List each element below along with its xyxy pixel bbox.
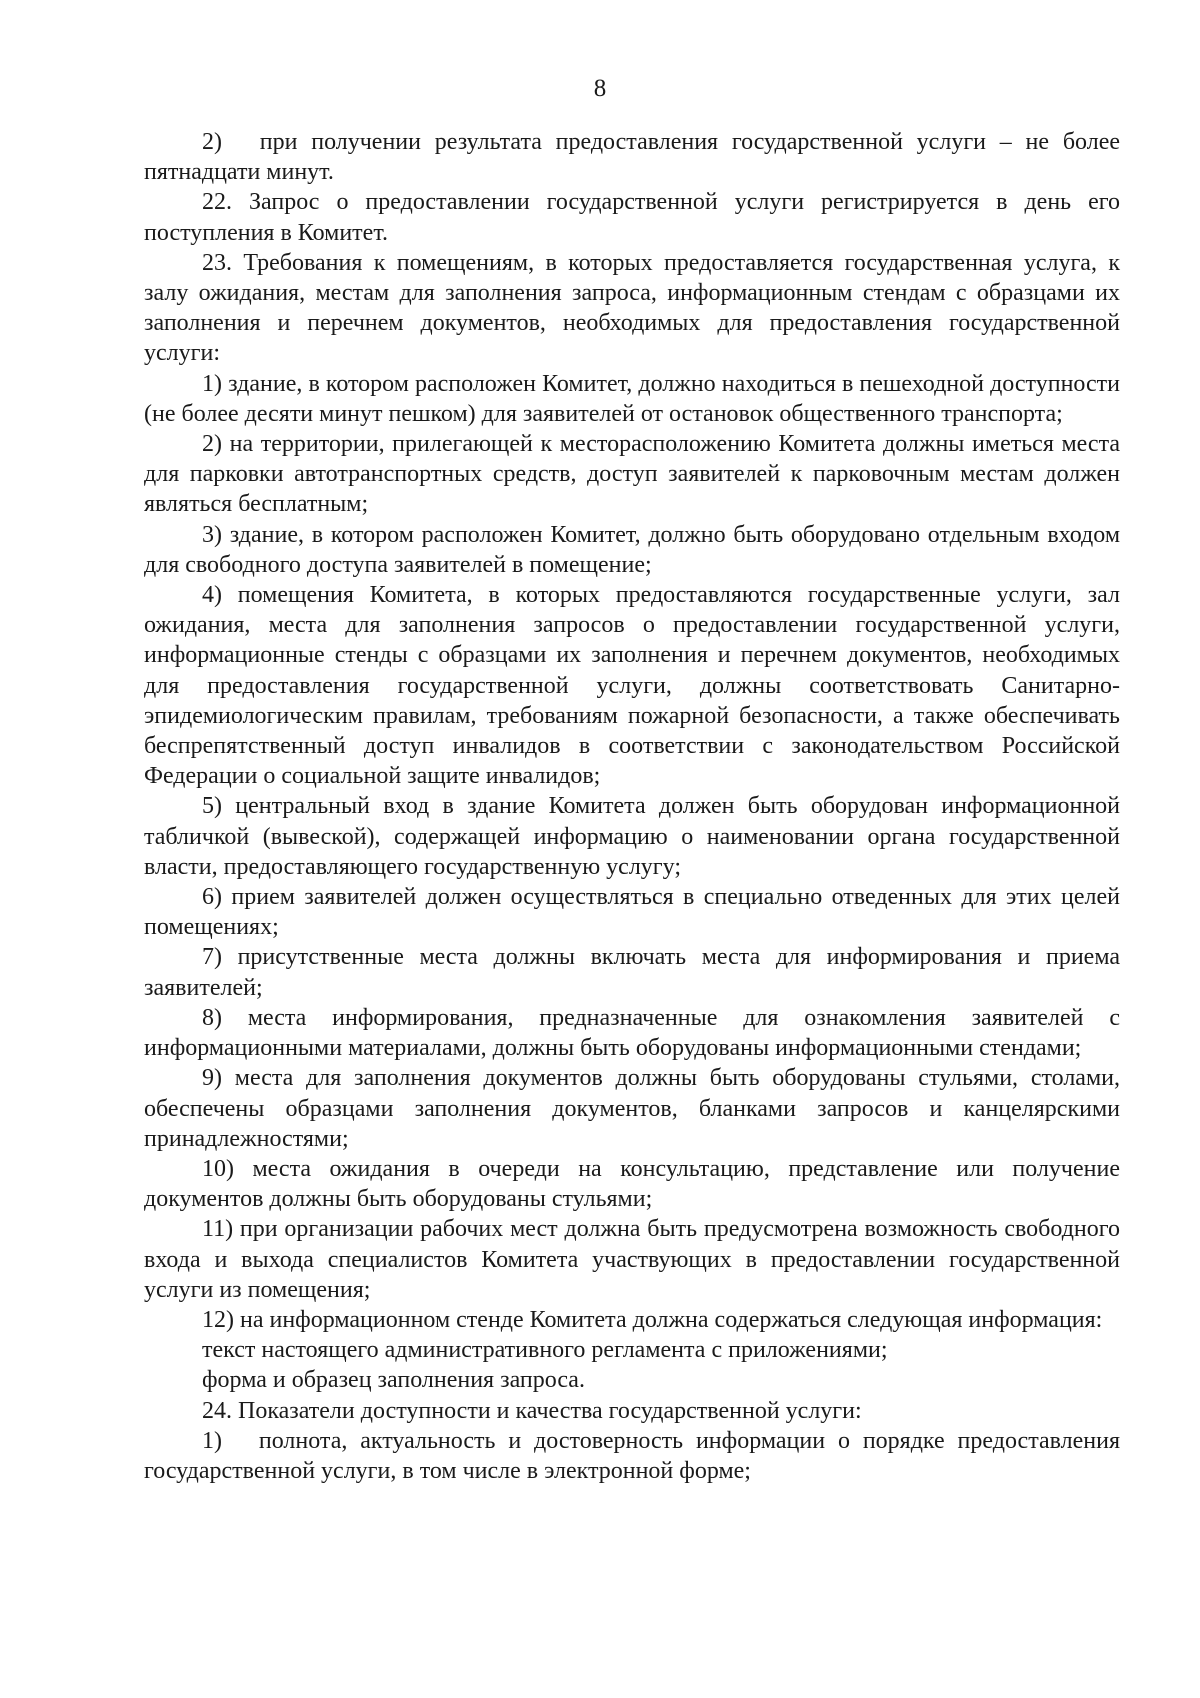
paragraph: 23. Требования к помещениям, в которых предоставляется государственная услуга, к залу ожидания, местам для заполнения запроса, информационным стендам с образцами их заполнения и перечнем документов, необходимых для предоставления государственной услуги: [144, 249, 1120, 367]
paragraph: 11) при организации рабочих мест должна быть предусмотрена возможность свободного входа и выхода специалистов Комитета участвующих в предоставлении государственной услуги из помещения; [144, 1216, 1120, 1303]
paragraph: 3) здание, в котором расположен Комитет, должно быть оборудовано отдельным входом для свободного доступа заявителей в помещение; [144, 521, 1120, 578]
paragraph: 7) присутственные места должны включать места для информирования и приема заявителей; [144, 944, 1120, 1001]
paragraph: 2) на территории, прилегающей к месторасположению Комитета должны иметься места для парковки автотранспортных средств, доступ заявителей к парковочным местам должен являться бесплатным; [144, 431, 1120, 518]
paragraph: 22. Запрос о предоставлении государственной услуги регистрируется в день его поступления в Комитет. [144, 189, 1120, 246]
paragraph: 1) полнота, актуальность и достоверность информации о порядке предоставления государственной услуги, в том числе в электронной форме; [144, 1427, 1120, 1484]
paragraph: текст настоящего административного регламента с приложениями; [202, 1337, 888, 1364]
paragraph: 6) прием заявителей должен осуществляться в специально отведенных для этих целей помещениях; [144, 884, 1120, 941]
document-body [144, 127, 1120, 1486]
paragraph: 2) при получении результата предоставления государственной услуги – не более пятнадцати минут. [144, 129, 1120, 186]
paragraph: 12) на информационном стенде Комитета должна содержаться следующая информация: [202, 1306, 1103, 1333]
paragraph: 8) места информирования, предназначенные для ознакомления заявителей с информационными материалами, должны быть оборудованы информационными стендами; [144, 1004, 1120, 1062]
page-number: 8 [593, 75, 607, 102]
paragraph: 24. Показатели доступности и качества государственной услуги: [202, 1397, 862, 1424]
paragraph: 1) здание, в котором расположен Комитет, должно находиться в пешеходной доступности (не более десяти минут пешком) для заявителей от остановок общественного транспорта; [144, 370, 1120, 427]
paragraph: 5) центральный вход в здание Комитета должен быть оборудован информационной табличкой (вывеской), содержащей информацию о наименовании органа государственной власти, предоставляющего государственную услугу; [144, 793, 1120, 880]
paragraph: 4) помещения Комитета, в которых предоставляются государственные услуги, зал ожидания, места для заполнения запросов о предоставлении государственной услуги, информационные стенды с образцами их заполнения и перечнем документов, необходимых для предоставления государственной услуги, должны соответствовать Санитарно-эпидемиологическим правилам, требованиям пожарной безопасности, а также обеспечивать беспрепятственный доступ инвалидов в соответствии с законодательством Российской Федерации о социальной защите инвалидов; [144, 582, 1120, 790]
paragraph: 9) места для заполнения документов должны быть оборудованы стульями, столами, обеспечены образцами заполнения документов, бланками запросов и канцелярскими принадлежностями; [144, 1065, 1120, 1152]
paragraph: форма и образец заполнения запроса. [202, 1367, 585, 1394]
paragraph: 10) места ожидания в очереди на консультацию, представление или получение документов должны быть оборудованы стульями; [144, 1155, 1120, 1213]
